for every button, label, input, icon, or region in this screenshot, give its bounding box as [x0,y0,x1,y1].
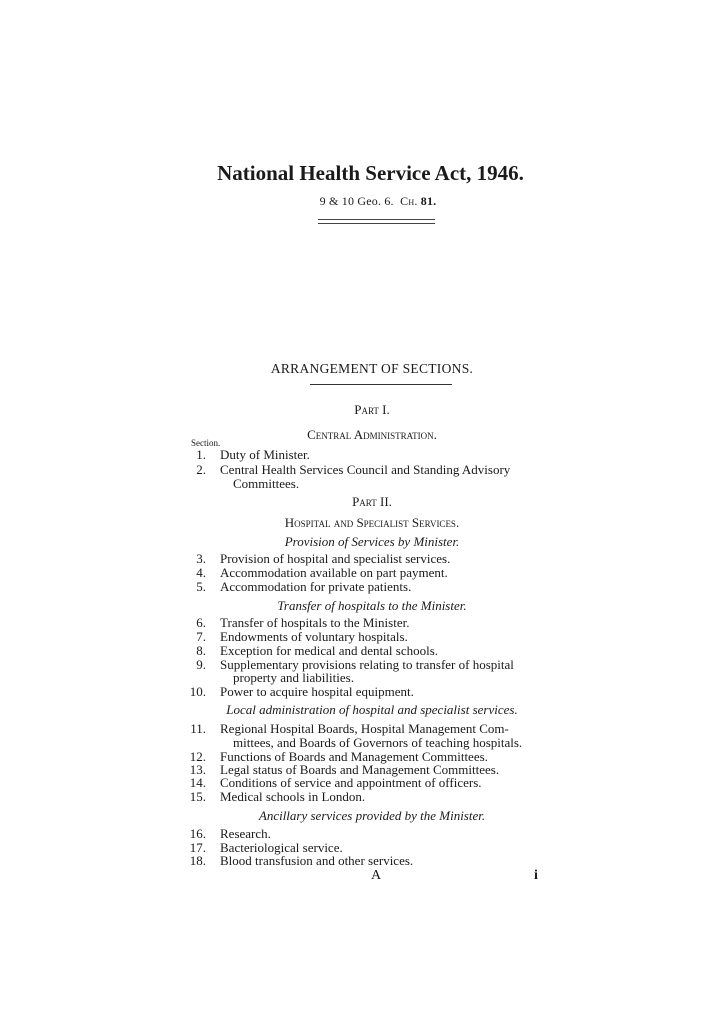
section-title: Accommodation available on part payment. [220,565,448,580]
regnal-year: 9 & 10 Geo. 6. [319,194,394,208]
section-title: Conditions of service and appointment of officers. [220,775,482,790]
section-number: 16. [189,826,206,841]
chapter-label: Ch. [400,194,418,208]
section-number: 11. [190,721,206,736]
section-title: Provision of hospital and specialist services. [220,551,451,566]
section-number: 13. [189,762,206,777]
section-title: Accommodation for private patients. [220,579,412,594]
section-number: 5. [196,579,206,594]
section-number: 8. [196,643,206,658]
act-citation [0,194,709,209]
section-title: Exception for medical and dental schools. [220,643,439,658]
section-title-continuation: Committees. [233,476,300,491]
part-1-title: Central Administration. [307,427,437,442]
section-title-continuation: property and liabilities. [233,670,354,685]
part-1-label: Part I. [354,402,390,417]
section-title: Duty of Minister. [220,447,310,462]
double-rule-bottom [318,223,435,224]
section-number: 14. [189,775,206,790]
subheading-ancillary: Ancillary services provided by the Minister. [258,808,486,823]
section-title: Medical schools in London. [220,789,366,804]
section-number: 1. [196,447,206,462]
section-title: Research. [220,826,271,841]
section-title: Legal status of Boards and Management Committees. [220,762,500,777]
section-number: 3. [196,551,206,566]
section-title: Power to acquire hospital equipment. [220,684,414,699]
page-number: i [534,868,538,883]
part-2-title: Hospital and Specialist Services. [284,515,460,530]
subheading-transfer: Transfer of hospitals to the Minister. [277,598,467,613]
subheading-provision: Provision of Services by Minister. [284,534,460,549]
section-title: Functions of Boards and Management Committees. [220,749,488,764]
section-number: 17. [189,840,206,855]
act-title: National Health Service Act, 1946. [217,161,524,185]
section-title: Regional Hospital Boards, Hospital Management Com- [220,721,509,736]
section-number: 6. [196,615,206,630]
section-title-continuation: mittees, and Boards of Governors of teaching hospitals. [233,735,523,750]
part-2-label: Part II. [352,494,392,509]
section-title: Bacteriological service. [220,840,343,855]
section-number: 15. [189,789,206,804]
chapter-number: 81. [420,194,437,208]
section-title: Central Health Services Council and Standing Advisory [220,462,511,477]
heading-rule [310,384,452,385]
section-number: 2. [196,462,206,477]
printer-signature: A [371,868,382,883]
section-title: Blood transfusion and other services. [220,853,414,868]
section-number: 4. [196,565,206,580]
arrangement-heading: ARRANGEMENT OF SECTIONS. [270,361,474,376]
section-title: Transfer of hospitals to the Minister. [220,615,410,630]
section-number: 18. [189,853,206,868]
section-title: Supplementary provisions relating to transfer of hospital [220,657,514,672]
section-title: Endowments of voluntary hospitals. [220,629,408,644]
section-column-label: Section. [191,438,221,448]
section-number: 7. [196,629,206,644]
section-number: 9. [196,657,206,672]
section-number: 10. [189,684,206,699]
subheading-local: Local administration of hospital and specialist services. [226,702,518,717]
double-rule-top [318,219,435,220]
section-number: 12. [189,749,206,764]
